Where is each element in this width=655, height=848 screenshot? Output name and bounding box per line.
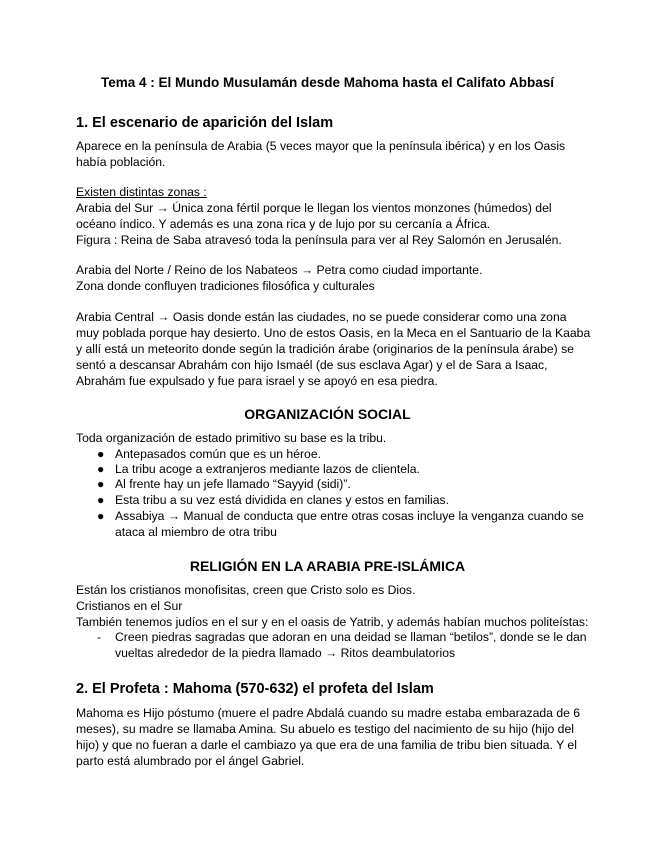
text-line: parto está alumbrado por el ángel Gabriel. <box>76 754 305 768</box>
text-line: muy poblada porque hay desierto. Uno de estos Oasis, en la Meca en el Santuario de la Kaaba <box>76 326 591 340</box>
paragraph-intro <box>76 138 586 170</box>
bullet-icon: ● <box>97 462 105 476</box>
text-line: Cristianos en el Sur <box>76 599 183 613</box>
section-heading-escenario: 1. El escenario de aparición del Islam <box>76 115 334 131</box>
subheading-organizacion-social: ORGANIZACIÓN SOCIAL <box>244 406 411 422</box>
paragraph-arabia-central <box>76 309 591 389</box>
list-item-text: Esta tribu a su vez está dividida en clanes y estos en familias. <box>115 493 449 507</box>
list-item-text: Assabiya → Manual de conducta que entre otras cosas incluye la venganza cuando se <box>115 509 584 523</box>
text-line: Mahoma es Hijo póstumo (muere el padre Abdalá cuando su madre estaba embarazada de 6 <box>76 706 581 720</box>
bullet-icon: ● <box>97 477 105 491</box>
paragraph-religion <box>76 582 589 630</box>
list-item-text: Creen piedras sagradas que adoran en una deidad se llaman “betilos”, donde se le dan <box>115 630 587 644</box>
text-line: También tenemos judíos en el sur y en el oasis de Yatrib, y además habían muchos politeístas: <box>76 615 589 629</box>
paragraph-org-intro <box>76 430 586 446</box>
text-line: Figura : Reina de Saba atravesó toda la península para ver al Rey Salomón en Jerusalén. <box>76 233 562 247</box>
document-title: Tema 4 : El Mundo Musulamán desde Mahoma hasta el Califato Abbasí <box>100 75 555 90</box>
zones-label: Existen distintas zonas : <box>76 185 207 199</box>
text-line: océano índico. Y además es una zona rica y de lujo por su cercanía a África. <box>76 217 491 231</box>
text-line: Toda organización de estado primitivo su base es la tribu. <box>76 431 387 445</box>
text-line: Zona donde confluyen tradiciones filosófica y culturales <box>76 279 375 293</box>
list-item-text: ataca al miembro de otra tribu <box>115 525 277 539</box>
text-line: Aparece en la península de Arabia (5 veces mayor que la península ibérica) y en los Oasis <box>76 139 566 153</box>
text-line: Arabia del Norte / Reino de los Nabateos → Petra como ciudad importante. <box>76 263 483 277</box>
list-item-text: vueltas alrededor de la piedra llamado → Ritos deambulatorios <box>115 646 456 660</box>
text-line: Arabia Central → Oasis donde están las ciudades, no se puede considerar como una zona <box>76 310 567 324</box>
text-line: Abrahám fue expulsado y fue para israel y se apoyó en esa piedra. <box>76 374 438 388</box>
paragraph-mahoma <box>76 705 586 769</box>
text-line: y allí está un meteorito donde según la tradición árabe (originarios de la península árabe) se <box>76 342 574 356</box>
text-line: Arabia del Sur → Única zona fértil porque le llegan los vientos monzones (húmedos) del <box>76 201 552 215</box>
paragraph-arabia-sur <box>76 184 586 248</box>
bullet-icon: ● <box>97 447 105 461</box>
text-line: Están los cristianos monofisitas, creen que Cristo solo es Dios. <box>76 583 416 597</box>
text-line: meses), su madre se llamaba Amina. Su abuelo es testigo del nacimiento de su hijo (hijo del <box>76 722 574 736</box>
bullet-icon: ● <box>97 493 105 507</box>
text-line: había población. <box>76 155 166 169</box>
list-item-text: La tribu acoge a extranjeros mediante lazos de clientela. <box>115 462 420 476</box>
text-line: hijo) y que no fueran a darle el cambiazo ya que era de una familia de tribu bien situada. Y el <box>76 738 577 752</box>
list-item-text: Antepasados común que es un héroe. <box>115 447 321 461</box>
list-item-text: Al frente hay un jefe llamado “Sayyid (sidi)”. <box>115 477 351 491</box>
section-heading-profeta: 2. El Profeta : Mahoma (570-632) el profeta del Islam <box>76 681 434 697</box>
dash-icon: - <box>97 630 102 644</box>
subheading-religion: RELIGIÓN EN LA ARABIA PRE-ISLÁMICA <box>189 558 466 574</box>
bullet-icon: ● <box>97 509 105 523</box>
text-line: sentó a descansar Abrahám con hijo Ismaél (de sus esclava Agar) y el de Sara a Isaac, <box>76 358 548 372</box>
paragraph-arabia-norte <box>76 262 586 294</box>
